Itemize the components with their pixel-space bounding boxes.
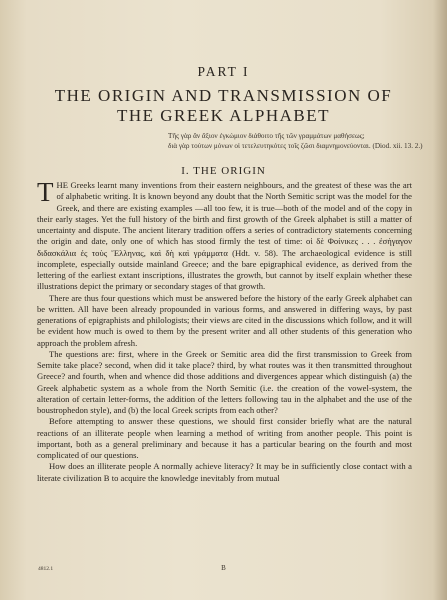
drop-cap: T	[37, 177, 54, 207]
paragraph-2: There are thus four questions which must be answered before the history of the early Greek alphabet can be written. All have been already propounded in various forms, and answered in differing ways, by past generations of epigraphists and philologists; their views are cited in the discussions which follow, and it will be evident how much is owed to them by the present writer and all other students of this generation who approach the problem afresh.	[37, 292, 412, 348]
epigraph-line-2: διὰ γὰρ τούτων μόνων οἱ τετελευτηκότες τοῖς ζῶσι διαμνημονεύονται. (Diod. xii. 13. 2.)	[168, 142, 423, 150]
footer-signature-mark: B	[221, 564, 226, 572]
footer-printer-code: 4812.1	[38, 566, 54, 572]
epigraph	[168, 131, 438, 151]
paragraph-3: The questions are: first, where in the Greek or Semitic area did the first transmission to Greek from Semite take place? second, when did it take place? third, by what routes was it then transmitted throughout Greece? and fourth, when and whence did those additions and divergences appear which distinguish (a) the Greek alphabetic system as a whole from the North Semitic (i.e. the creation of the vowel-system, the alteration of certain letter-forms, the addition of the letters following tau in the alphabet and the use of the boustrophedon style), and (b) the local Greek scripts from each other?	[37, 348, 412, 415]
part-label: PART I	[197, 64, 250, 79]
epigraph-line-1: Τῆς γὰρ ἂν ἄξιον ἐγκώμιον διάθοιτο τῆς τῶν γραμμάτων μαθήσεως;	[168, 132, 365, 140]
body-text	[37, 177, 412, 484]
paragraph-1-text: HE Greeks learnt many inventions from their eastern neighbours, and the greatest of these was the art of alphabetic writing. It is known beyond any doubt that the North Semitic script was the model for the Greek, and there are existing examples —all too few, it is true—both of the model and of the copy in their early stages. Yet the full history of the birth and first growth of the Greek alphabet is still a matter of uncertainty and dispute. The ancient literary tradition offers a series of contradictory statements concerning the origin and date, only one of which has stood firmly the test of time: οἱ δὲ Φοίνικες . . . ἐσήγαγον διδασκάλια ἐς τοὺς Ἕλληνας, καὶ δὴ καὶ γράμματα (Hdt. v. 58). The archaeological evidence is still incomplete, especially outside mainland Greece; and the bare epigraphical evidence, as derived from the lettering of the earliest extant inscriptions, illustrates the growth, but cannot by itself explain whether these illustrations depict the primary or secondary stages of that growth.	[37, 180, 412, 292]
paragraph-4: Before attempting to answer these questions, we should first consider briefly what are the natural reactions of an illiterate people when learning a method of writing from another people. This point is important, both as a general preliminary and because it has a particular bearing on the fourth and most complicated of our questions.	[37, 416, 412, 460]
paragraph-1	[37, 177, 412, 293]
section-heading: I. THE ORIGIN	[181, 165, 266, 177]
chapter-title-line-1: THE ORIGIN AND TRANSMISSION OF	[54, 86, 393, 105]
paragraph-5: How does an illiterate people A normally achieve literacy? It may be in sufficiently close contact with a literate civilization B to acquire the knowledge inevitably from mutual	[37, 461, 412, 483]
chapter-title-line-2: THE GREEK ALPHABET	[116, 106, 331, 125]
